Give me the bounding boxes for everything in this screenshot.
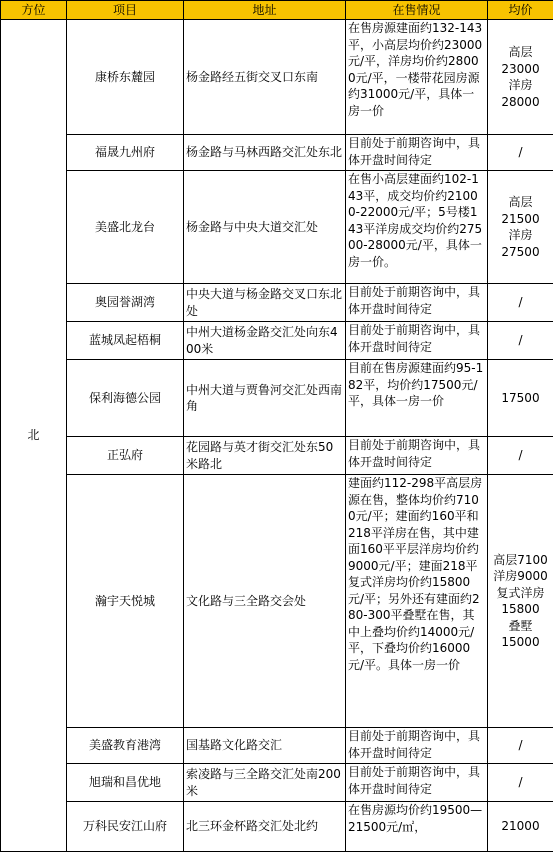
address-cell: 中州大道与贾鲁河交汇处西南角 (184, 360, 346, 437)
price-cell (488, 728, 553, 764)
price-cell (488, 437, 553, 475)
price-cell (488, 135, 553, 171)
table-row (1, 437, 553, 475)
price-line: 15800 (501, 602, 540, 616)
price-line: 15000 (501, 635, 540, 649)
header-project: 项目 (67, 1, 184, 20)
price-line: 叠墅 (508, 618, 533, 633)
project-cell: 正弘府 (67, 437, 184, 475)
status-cell: 目前在售房源建面约95-182平，均价约17500元/平，具体一房一价 (346, 360, 488, 437)
project-cell: 康桥东麓园 (67, 20, 184, 135)
price-cell (488, 20, 553, 135)
price-line: 复式洋房 (496, 585, 545, 600)
project-cell: 美盛教育港湾 (67, 728, 184, 764)
table-row (1, 20, 553, 135)
price-cell (488, 475, 553, 728)
project-cell: 福晟九州府 (67, 135, 184, 171)
price-cell (488, 360, 553, 437)
address-cell: 花园路与英才街交汇处东50米路北 (184, 437, 346, 475)
project-cell: 万科民安江山府 (67, 802, 184, 852)
price-line: 高层 (508, 195, 533, 209)
address-cell: 杨金路经五街交叉口东南 (184, 20, 346, 135)
table-row (1, 764, 553, 802)
price-line: 23000 (501, 61, 540, 76)
region-cell: 北 (1, 20, 67, 852)
address-cell: 中州大道杨金路交汇处向东400米 (184, 322, 346, 360)
price-cell (488, 284, 553, 322)
project-cell: 瀚宇天悦城 (67, 475, 184, 728)
table-row (1, 360, 553, 437)
price-line: / (518, 145, 523, 160)
table-row (1, 171, 553, 284)
price-cell (488, 764, 553, 802)
price-line: 洋房9000 (493, 569, 548, 583)
status-cell: 目前处于前期咨询中，具体开盘时间待定 (346, 135, 488, 171)
table-row (1, 802, 553, 852)
status-cell: 目前处于前期咨询中，具体开盘时间待定 (346, 728, 488, 764)
price-cell (488, 322, 553, 360)
table-row (1, 135, 553, 171)
header-address: 地址 (184, 1, 346, 20)
price-line: 28000 (501, 94, 540, 109)
table-row (1, 728, 553, 764)
address-cell: 索凌路与三全路交汇处南200米 (184, 764, 346, 802)
price-cell (488, 171, 553, 284)
table-row (1, 475, 553, 728)
status-cell: 目前处于前期咨询中，具体开盘时间待定 (346, 284, 488, 322)
address-cell: 北三环金杯路交汇处北约 (184, 802, 346, 852)
status-cell: 目前处于前期咨询中，具体开盘时间待定 (346, 764, 488, 802)
project-cell: 蓝城凤起梧桐 (67, 322, 184, 360)
table-row (1, 284, 553, 322)
price-line: 洋房 (508, 228, 533, 242)
header-region: 方位 (1, 1, 67, 20)
project-cell: 旭瑞和昌优地 (67, 764, 184, 802)
status-cell: 目前处于前期咨询中，具体开盘时间待定 (346, 322, 488, 360)
price-line: 21500 (501, 211, 540, 226)
price-line: 高层7100 (493, 552, 548, 567)
project-cell: 保利海德公园 (67, 360, 184, 437)
price-cell (488, 802, 553, 852)
price-line: / (518, 448, 523, 463)
address-cell: 国基路文化路交汇 (184, 728, 346, 764)
status-cell: 在售小高层建面约102-143平，成交均价约21000-22000元/平；5号楼143平洋房成交均价约27500-28000元/平，具体一房一价。 (346, 171, 488, 284)
address-cell: 杨金路与马林西路交汇处东北 (184, 135, 346, 171)
project-cell: 美盛北龙台 (67, 171, 184, 284)
table-row (1, 322, 553, 360)
header-status: 在售情况 (346, 1, 488, 20)
address-cell: 文化路与三全路交会处 (184, 475, 346, 728)
header-price: 均价 (488, 1, 553, 20)
price-line: / (518, 738, 523, 753)
price-line: / (518, 775, 523, 790)
header-row (1, 1, 553, 20)
address-cell: 杨金路与中央大道交汇处 (184, 171, 346, 284)
price-line: 27500 (501, 244, 540, 259)
price-line: / (518, 333, 523, 348)
project-cell: 奥园誉湖湾 (67, 284, 184, 322)
address-cell: 中央大道与杨金路交叉口东北处 (184, 284, 346, 322)
price-line: 21000 (501, 819, 540, 834)
status-cell: 目前处于前期咨询中，具体开盘时间待定 (346, 437, 488, 475)
status-cell: 在售房源建面约132-143平，小高层均价约23000元/平，洋房均价约28000元/平，一楼带花园房源约31000元/平，具体一房一价 (346, 20, 488, 135)
price-line: / (518, 295, 523, 310)
price-line: 17500 (501, 390, 540, 405)
price-line: 洋房 (508, 78, 533, 92)
price-line: 高层 (508, 45, 533, 59)
status-cell: 建面约112-298平高层房源在售，整体均价约7100元/平；建面约160平和218平洋房在售，其中建面160平平层洋房均价约9000元/平；建面218平复式洋房均价约15800元/平；另外还有建面约280-300平叠墅在售，其中上叠均价约14000元/平，下叠均价约16000元/平。具体一房一价 (346, 475, 488, 728)
status-cell: 在售房源均价约19500—21500元/㎡， (346, 802, 488, 852)
